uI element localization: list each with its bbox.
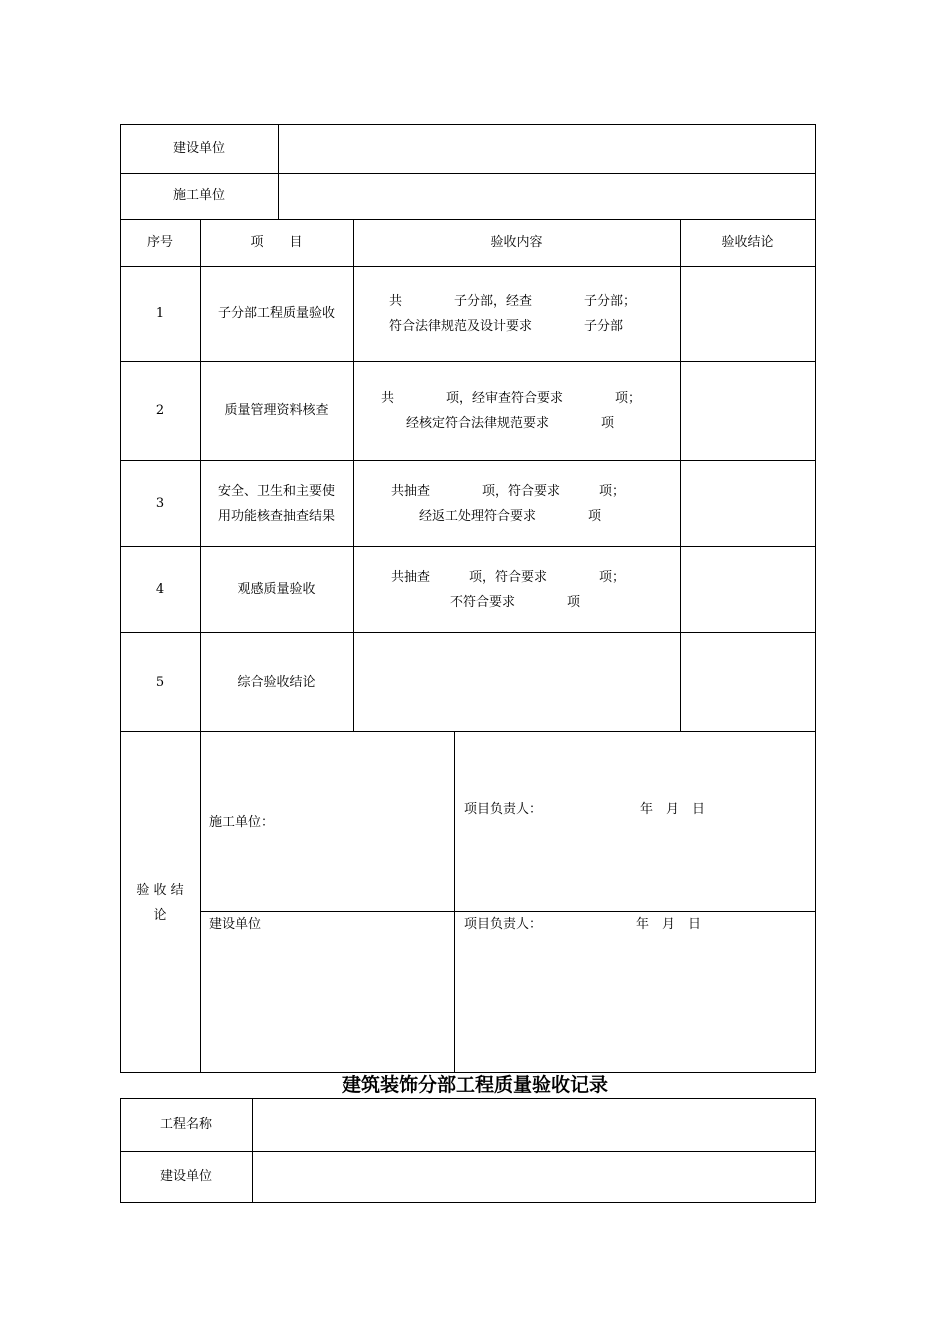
signoff-side-label-line2: 论: [153, 908, 167, 923]
table-border-bottom: [120, 1202, 816, 1203]
row-conclusion-cell[interactable]: [681, 633, 815, 731]
row-content-line1: 共 项，经审查符合要求 项；: [381, 391, 642, 406]
row-no: 4: [155, 582, 165, 597]
row-conclusion-cell[interactable]: [681, 362, 815, 460]
header-content: 验收内容: [490, 235, 543, 250]
row-item: 综合验收结论: [237, 675, 316, 690]
project-name-label: 工程名称: [159, 1117, 212, 1132]
row-content-line2: 符合法律规范及设计要求 子分部: [389, 319, 624, 334]
row-no: 2: [155, 403, 165, 418]
construct-manager-label: 项目负责人：: [464, 802, 543, 817]
row-content-line1: 共 子分部，经查 子分部；: [389, 294, 637, 309]
header-item: 项 目: [250, 235, 303, 250]
table-border-left: [120, 1098, 121, 1203]
build-unit-label: 建设单位: [172, 141, 225, 156]
row-no: 5: [155, 675, 165, 690]
construct-unit-sign-label: 施工单位：: [209, 815, 275, 830]
table-border-right: [815, 124, 816, 1073]
row-conclusion-cell[interactable]: [681, 547, 815, 632]
header-conclusion: 验收结论: [721, 235, 774, 250]
construct-unit-value-cell[interactable]: [279, 174, 815, 219]
build-unit-value-cell[interactable]: [279, 125, 815, 173]
row-content-line1: 共抽查 项，符合要求 项；: [391, 484, 626, 499]
table-rule: [120, 731, 816, 732]
build-unit-label: 建设单位: [159, 1169, 212, 1184]
construct-date-label: 年 月 日: [640, 802, 706, 817]
row-content-line2: 不符合要求 项: [450, 595, 581, 610]
row-no: 3: [155, 496, 165, 511]
table-rule: [200, 911, 816, 912]
row-no: 1: [155, 306, 165, 321]
row-conclusion-cell[interactable]: [681, 267, 815, 361]
table-rule: [120, 219, 816, 220]
table-rule: [454, 731, 455, 1072]
row-conclusion-cell[interactable]: [681, 461, 815, 546]
build-date-label: 年 月 日: [636, 917, 702, 932]
build-manager-label: 项目负责人：: [464, 917, 543, 932]
row-content-line2: 经返工处理符合要求 项: [419, 509, 602, 524]
row-item-line2: 用功能核查抽查结果: [217, 509, 335, 524]
row-item: 子分部工程质量验收: [217, 306, 335, 321]
project-name-value-cell[interactable]: [253, 1099, 815, 1151]
build-unit-sign-label: 建设单位: [209, 917, 262, 932]
row-content-line1: 共抽查 项，符合要求 项；: [391, 570, 626, 585]
document-title: 建筑装饰分部工程质量验收记录: [341, 1074, 608, 1096]
row-item: 质量管理资料核查: [224, 403, 329, 418]
table-border-left: [120, 124, 121, 1073]
comprehensive-conclusion-cell[interactable]: [354, 633, 680, 731]
row-item-line1: 安全、卫生和主要使: [217, 484, 335, 499]
table-border-right: [815, 1098, 816, 1203]
signoff-side-label-line1: 验 收 结: [136, 883, 184, 898]
build-unit-value-cell[interactable]: [253, 1152, 815, 1202]
construct-unit-label: 施工单位: [172, 188, 225, 203]
table-rule: [200, 219, 201, 1073]
header-no: 序号: [146, 235, 173, 250]
row-item: 观感质量验收: [237, 582, 316, 597]
row-content-line2: 经核定符合法律规范要求 项: [406, 416, 615, 431]
